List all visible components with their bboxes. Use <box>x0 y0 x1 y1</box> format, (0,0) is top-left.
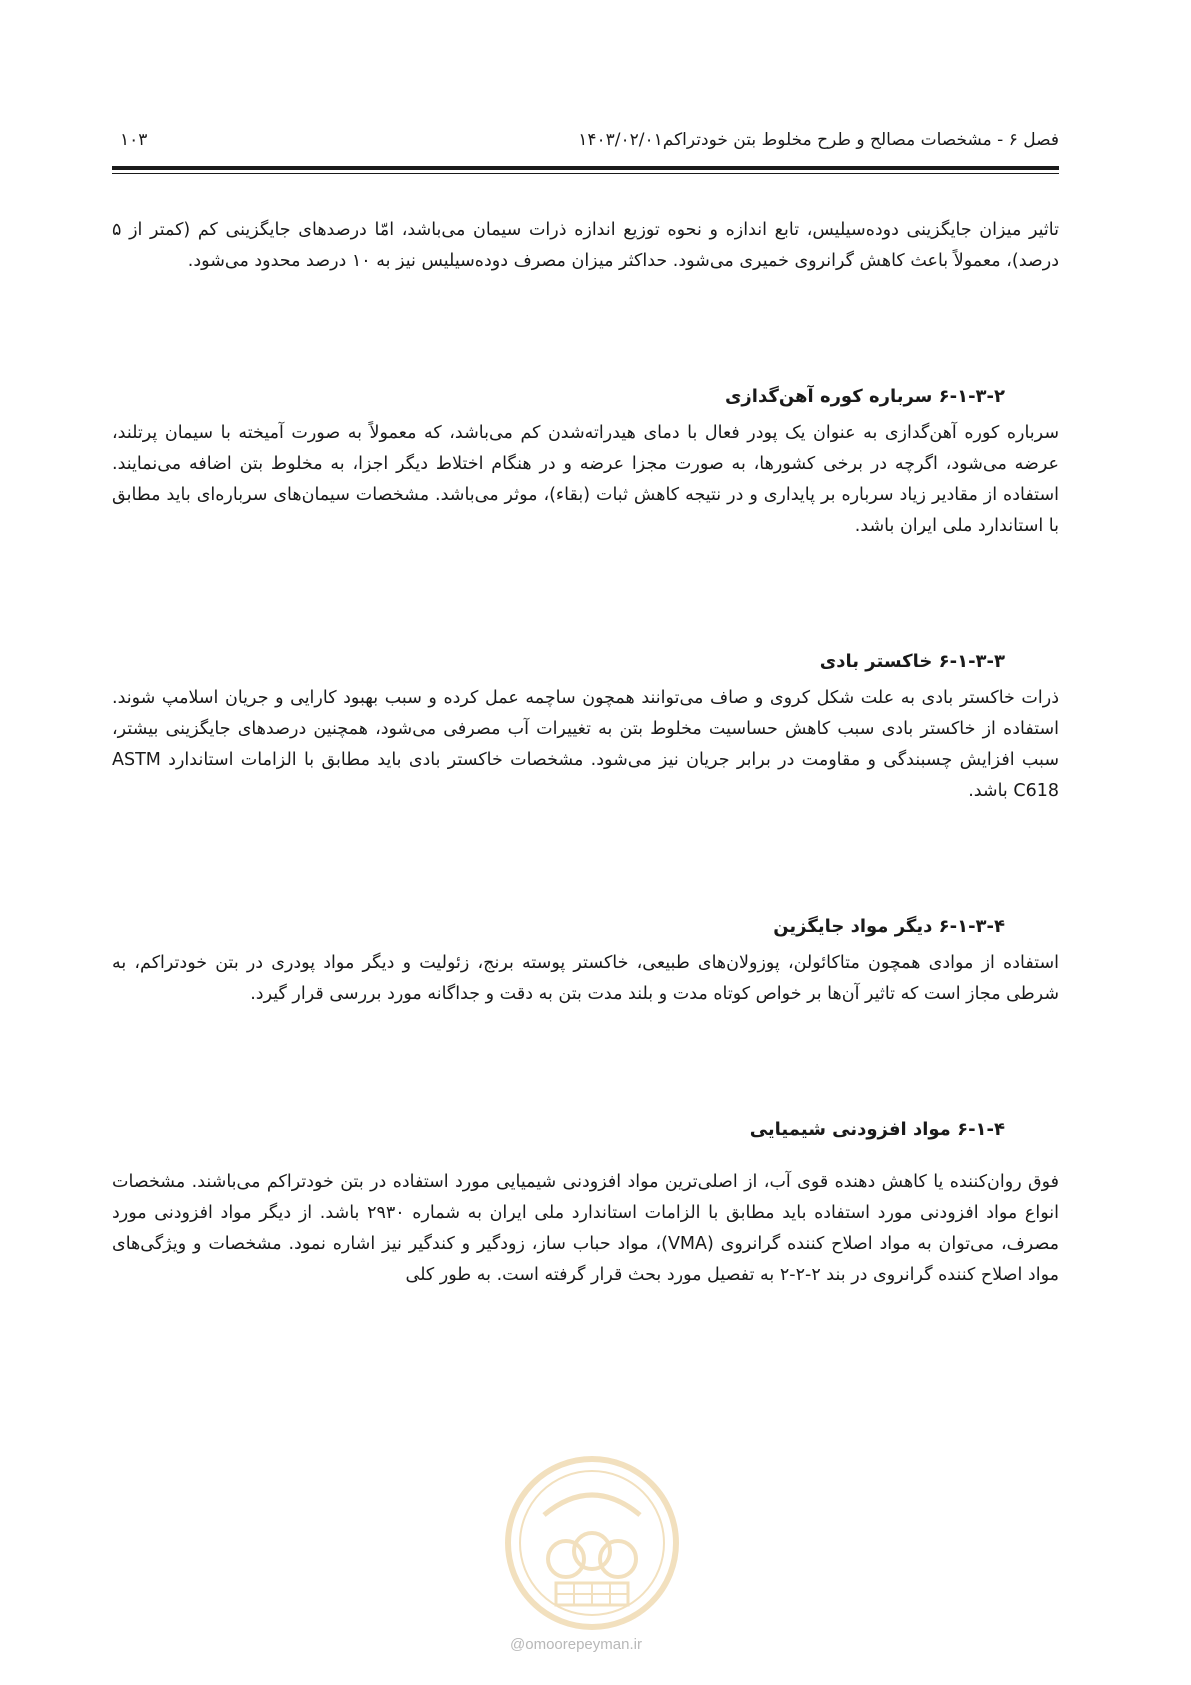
page-header <box>112 130 1059 164</box>
section-heading-slag: ۶-۱-۳-۲ سرباره کوره آهن‌گدازی <box>724 386 1005 407</box>
section-body-slag: سرباره کوره آهن‌گدازی به عنوان یک پودر فعال با دمای هیدراته‌شدن کم می‌باشد، که معمولاً به صورت آمیخته با سیمان پرتلند، عرضه می‌شود، اگرچه در برخی کشورها، به صورت مجزا عرضه و در هنگام اختلاط دیگر اجزا، به مخلوط بتن اضافه می‌نمایند. استفاده از مقادیر زیاد سرباره بر پایداری و در نتیجه کاهش ثبات (بقاء)، موثر می‌باشد. مشخصات سیمان‌های سرباره‌ای باید مطابق با استاندارد ملی ایران باشد. <box>112 423 1059 536</box>
section-body-chemical-admixtures: فوق روان‌کننده یا کاهش دهنده قوی آب، از اصلی‌ترین مواد افزودنی شیمیایی مورد استفاده در بتن خودتراکم می‌باشند. مشخصات انواع مواد افزودنی مورد استفاده باید مطابق با الزامات استاندارد ملی ایران به شماره ۲۹۳۰ باشد. از دیگر مواد افزودنی مورد مصرف، می‌توان به مواد اصلاح کننده گرانروی (VMA)، مواد حباب ساز، زودگیر و کندگیر نیز اشاره نمود. مشخصات و ویژگی‌های مواد اصلاح کننده گرانروی در بند ۲-۲-۲ به تفصیل مورد بحث قرار گرفته است. به طور کلی <box>112 1172 1059 1285</box>
section-body-other-materials: استفاده از موادی همچون متاکائولن، پوزولان‌های طبیعی، خاکستر پوسته برنج، زئولیت و دیگر مواد پودری در بتن خودتراکم، به شرطی مجاز است که تاثیر آن‌ها بر خواص کوتاه مدت و بلند مدت بتن به دقت و جداگانه مورد بررسی قرار گیرد. <box>112 953 1059 1004</box>
page-body <box>112 215 1059 1291</box>
intro-paragraph: تاثیر میزان جایگزینی دوده‌سیلیس، تابع اندازه و نحوه توزیع اندازه ذرات سیمان می‌باشد، امّا درصدهای جایگزینی کم (کمتر از ۵ درصد)، معمولاً باعث کاهش گرانروی خمیری می‌شود. حداکثر میزان مصرف دوده‌سیلیس نیز به ۱۰ درصد محدود می‌شود. <box>112 220 1059 271</box>
header-rule-thin <box>112 173 1059 174</box>
header-rule-thick <box>112 166 1059 170</box>
watermark-url: @omoorepeyman.ir <box>510 1636 642 1653</box>
section-heading-chemical-admixtures: ۶-۱-۴ مواد افزودنی شیمیایی <box>749 1119 1005 1140</box>
section-body-fly-ash: ذرات خاکستر بادی به علت شکل کروی و صاف می‌توانند همچون ساچمه عمل کرده و سبب بهبود کارایی و جریان اسلامپ شوند. استفاده از خاکستر بادی سبب کاهش حساسیت مخلوط بتن به تغییرات آب مصرفی می‌شود، همچنین درصدهای جایگزینی بیشتر، سبب افزایش چسبندگی و مقاومت در برابر جریان نیز می‌شود. مشخصات خاکستر بادی باید مطابق با الزامات استاندارد ASTM C618 باشد. <box>112 688 1059 801</box>
chapter-title: فصل ۶ - مشخصات مصالح و طرح مخلوط بتن خودتراکم۱۴۰۳/۰۲/۰۱ <box>578 130 1059 150</box>
watermark-seal-icon <box>504 1455 680 1631</box>
section-heading-fly-ash: ۶-۱-۳-۳ خاکستر بادی <box>819 651 1005 672</box>
section-heading-other-materials: ۶-۱-۳-۴ دیگر مواد جایگزین <box>773 916 1005 937</box>
page-number: ۱۰۳ <box>120 130 148 150</box>
